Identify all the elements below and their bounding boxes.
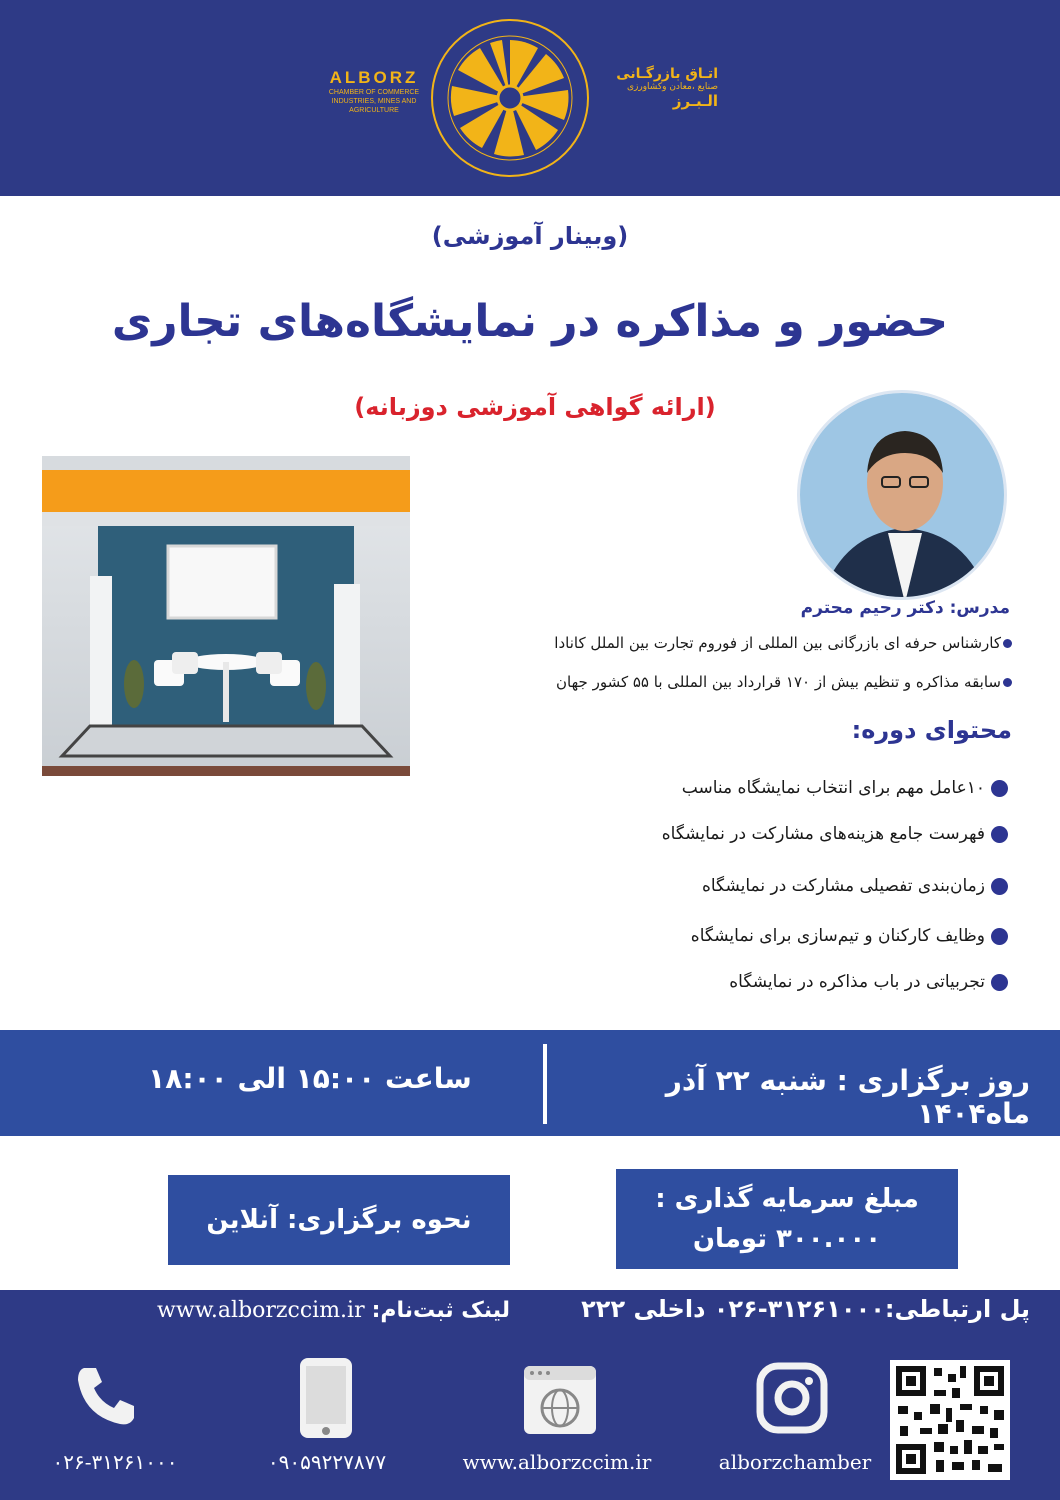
list-item: [460, 778, 1008, 798]
list-item-text: تجربیاتی در باب مذاکره در نمایشگاه: [729, 972, 985, 992]
list-item-text: وظایف کارکنان و تیم‌سازی برای نمایشگاه: [690, 926, 985, 946]
instructor-bio-1: [380, 634, 1012, 652]
bullet-icon: [991, 826, 1008, 843]
list-item: [460, 824, 1008, 844]
instructor-photo: [797, 390, 1007, 600]
price-box: [616, 1169, 958, 1269]
webinar-subtitle: (وبینار آموزشی): [431, 222, 629, 250]
mode-text: نحوه برگزاری: آنلاین: [206, 1205, 472, 1235]
instructor-bio-2: [380, 673, 1012, 691]
phone-number[interactable]: ۰۲۶-۳۱۲۶۱۰۰۰: [52, 1450, 178, 1474]
logo-fa-1: اتـاق بازرگـانی: [616, 66, 718, 82]
logo-fa-2: صنایع ،معادن وکشاورزی: [626, 82, 718, 92]
bio-text: سابقه مذاکره و تنظیم بیش از ۱۷۰ قرارداد بین المللی با ۵۵ کشور جهان: [556, 673, 1001, 691]
list-item: [460, 876, 1008, 896]
exhibition-booth-image: [42, 456, 410, 776]
logo-fa-3: الـبـرز: [672, 92, 718, 110]
schedule-divider: [543, 1044, 547, 1124]
instagram-icon: [756, 1362, 828, 1434]
bio-text: کارشناس حرفه ای بازرگانی بین المللی از فوروم تجارت بین الملل کانادا: [554, 634, 1001, 652]
page-title: حضور و مذاکره در نمایشگاه‌های تجاری: [111, 296, 949, 347]
bullet-icon: [991, 780, 1008, 797]
instructor-avatar-icon: [800, 393, 1007, 600]
contact-number: پل ارتباطی:۳۱۲۶۱۰۰۰-۰۲۶ داخلی ۲۲۲: [581, 1295, 1030, 1323]
chamber-logo-icon: [430, 18, 590, 178]
website-url[interactable]: www.alborzccim.ir: [462, 1450, 652, 1474]
mode-box: [168, 1175, 510, 1265]
list-item-text: زمان‌بندی تفصیلی مشارکت در نمایشگاه: [701, 876, 985, 896]
price-value: ۳۰۰.۰۰۰ تومان: [692, 1224, 882, 1254]
instructor-name: مدرس: دکتر رحیم محترم: [800, 598, 1010, 618]
logo-persian-text: [598, 66, 718, 110]
content-heading: محتوای دوره:: [851, 716, 1012, 744]
logo-en-small-2: INDUSTRIES, MINES AND AGRICULTURE: [331, 98, 417, 114]
certificate-note: (ارائه گواهی آموزشی دوزبانه): [354, 393, 716, 421]
bullet-icon: [1003, 639, 1012, 648]
instagram-handle[interactable]: alborzchamber: [718, 1450, 872, 1474]
list-item-text: ۱۰عامل مهم برای انتخاب نمایشگاه مناسب: [681, 778, 985, 798]
qr-code-icon[interactable]: [890, 1360, 1010, 1480]
logo-en-small-1: CHAMBER OF COMMERCE: [328, 89, 420, 96]
logo-english-text: [318, 68, 430, 115]
logo-en-big: ALBORZ: [329, 68, 419, 87]
event-date: روز برگزاری : شنبه ۲۲ آذر ماه۱۴۰۴: [665, 1064, 1030, 1130]
bullet-icon: [1003, 678, 1012, 687]
event-time: ساعت ۱۵:۰۰ الی ۱۸:۰۰: [148, 1062, 472, 1095]
bullet-icon: [991, 928, 1008, 945]
list-item-text: فهرست جامع هزینه‌های مشارکت در نمایشگاه: [661, 824, 985, 844]
registration-url[interactable]: www.alborzccim.ir: [157, 1298, 365, 1323]
price-label: مبلغ سرمایه گذاری :: [655, 1184, 919, 1214]
mobile-icon: [296, 1356, 356, 1440]
list-item: [460, 972, 1008, 992]
list-item: [460, 926, 1008, 946]
bullet-icon: [991, 974, 1008, 991]
mobile-number[interactable]: ۰۹۰۵۹۲۲۷۸۷۷: [267, 1450, 387, 1474]
registration-link[interactable]: [30, 1298, 510, 1323]
phone-icon: [70, 1360, 142, 1432]
registration-label: لینک ثبت‌نام:: [371, 1298, 510, 1323]
bullet-icon: [991, 878, 1008, 895]
globe-icon: [522, 1364, 598, 1436]
